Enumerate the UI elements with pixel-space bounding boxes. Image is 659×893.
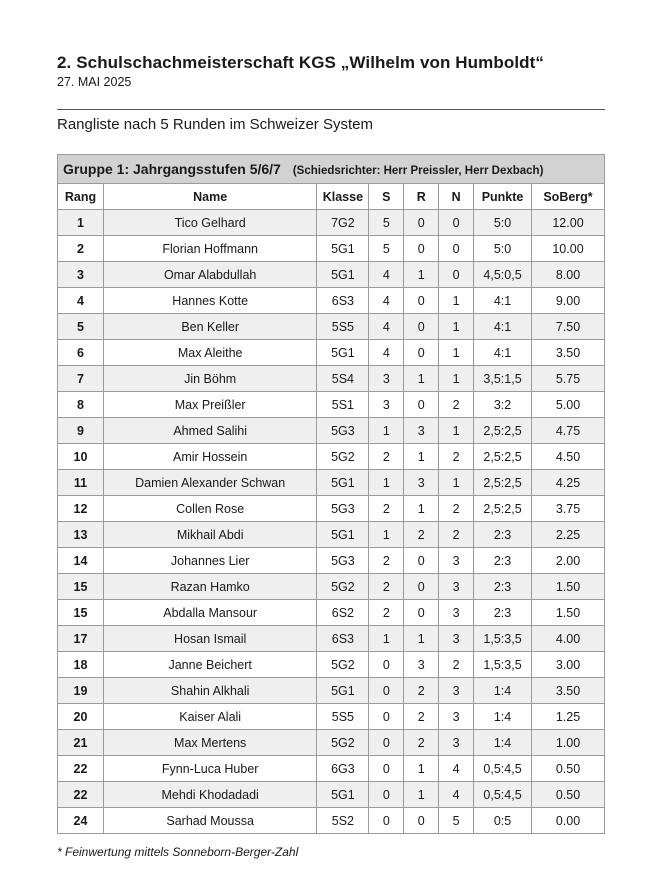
table-row [58,392,605,418]
cell-n: 1 [439,314,474,340]
cell-rang: 5 [58,314,104,340]
table-row [58,600,605,626]
cell-name: Shahin Alkhali [103,678,316,704]
table-row [58,366,605,392]
cell-name: Max Aleithe [103,340,316,366]
cell-n: 2 [439,496,474,522]
cell-s: 0 [369,678,404,704]
footnote: * Feinwertung mittels Sonneborn-Berger-Zahl [57,845,299,859]
cell-name: Omar Alabdullah [103,262,316,288]
table-row [58,314,605,340]
cell-name: Mehdi Khodadadi [103,782,316,808]
cell-s: 0 [369,704,404,730]
cell-klasse: 5G1 [317,470,369,496]
cell-soberg: 4.50 [532,444,605,470]
cell-s: 3 [369,366,404,392]
cell-soberg: 3.75 [532,496,605,522]
cell-name: Max Mertens [103,730,316,756]
table-row [58,470,605,496]
cell-punkte: 5:0 [474,236,532,262]
cell-name: Tico Gelhard [103,210,316,236]
table-row [58,782,605,808]
cell-s: 2 [369,600,404,626]
cell-rang: 15 [58,574,104,600]
cell-n: 1 [439,418,474,444]
cell-s: 1 [369,522,404,548]
cell-n: 0 [439,262,474,288]
cell-rang: 2 [58,236,104,262]
column-header-punkte: Punkte [474,184,532,210]
column-header-klasse: Klasse [317,184,369,210]
cell-soberg: 8.00 [532,262,605,288]
cell-rang: 12 [58,496,104,522]
cell-punkte: 4:1 [474,314,532,340]
cell-soberg: 1.50 [532,574,605,600]
cell-punkte: 2:3 [474,600,532,626]
cell-soberg: 4.75 [532,418,605,444]
cell-klasse: 6S2 [317,600,369,626]
cell-klasse: 5S4 [317,366,369,392]
cell-klasse: 5G1 [317,782,369,808]
cell-r: 0 [404,210,439,236]
cell-s: 5 [369,210,404,236]
cell-punkte: 0,5:4,5 [474,782,532,808]
cell-name: Fynn-Luca Huber [103,756,316,782]
cell-s: 2 [369,496,404,522]
cell-klasse: 5G2 [317,730,369,756]
cell-soberg: 2.25 [532,522,605,548]
cell-n: 5 [439,808,474,834]
table-row [58,548,605,574]
cell-name: Hannes Kotte [103,288,316,314]
cell-n: 3 [439,574,474,600]
cell-klasse: 5G3 [317,496,369,522]
cell-s: 0 [369,652,404,678]
cell-soberg: 2.00 [532,548,605,574]
cell-soberg: 3.50 [532,678,605,704]
cell-punkte: 3,5:1,5 [474,366,532,392]
cell-klasse: 5G2 [317,652,369,678]
cell-punkte: 1,5:3,5 [474,626,532,652]
cell-n: 2 [439,392,474,418]
cell-klasse: 6S3 [317,626,369,652]
cell-r: 2 [404,730,439,756]
cell-punkte: 3:2 [474,392,532,418]
cell-rang: 3 [58,262,104,288]
cell-punkte: 2,5:2,5 [474,470,532,496]
cell-name: Ben Keller [103,314,316,340]
cell-n: 1 [439,288,474,314]
cell-name: Razan Hamko [103,574,316,600]
cell-punkte: 2:3 [474,548,532,574]
cell-punkte: 1:4 [474,678,532,704]
cell-n: 2 [439,444,474,470]
cell-soberg: 4.25 [532,470,605,496]
page-title: 2. Schulschachmeisterschaft KGS „Wilhelm von Humboldt“ [57,53,545,72]
divider [57,109,605,110]
cell-r: 1 [404,262,439,288]
cell-punkte: 4:1 [474,340,532,366]
cell-s: 4 [369,314,404,340]
cell-r: 0 [404,288,439,314]
table-row [58,444,605,470]
cell-punkte: 2:3 [474,574,532,600]
group-header-row [58,155,605,184]
cell-r: 1 [404,366,439,392]
cell-punkte: 1,5:3,5 [474,652,532,678]
cell-s: 3 [369,392,404,418]
cell-rang: 20 [58,704,104,730]
cell-name: Kaiser Alali [103,704,316,730]
cell-klasse: 7G2 [317,210,369,236]
cell-s: 2 [369,574,404,600]
cell-r: 3 [404,652,439,678]
cell-rang: 9 [58,418,104,444]
cell-rang: 24 [58,808,104,834]
cell-rang: 22 [58,782,104,808]
column-header-r: R [404,184,439,210]
cell-rang: 13 [58,522,104,548]
cell-r: 0 [404,548,439,574]
table-row [58,288,605,314]
column-header-name: Name [103,184,316,210]
cell-n: 1 [439,470,474,496]
cell-r: 2 [404,522,439,548]
cell-soberg: 5.00 [532,392,605,418]
column-header-n: N [439,184,474,210]
cell-rang: 14 [58,548,104,574]
cell-name: Max Preißler [103,392,316,418]
cell-soberg: 9.00 [532,288,605,314]
cell-rang: 19 [58,678,104,704]
cell-klasse: 5S1 [317,392,369,418]
cell-punkte: 1:4 [474,730,532,756]
cell-name: Damien Alexander Schwan [103,470,316,496]
cell-n: 4 [439,782,474,808]
cell-r: 3 [404,418,439,444]
cell-soberg: 0.50 [532,756,605,782]
cell-s: 2 [369,548,404,574]
cell-r: 3 [404,470,439,496]
cell-klasse: 5G2 [317,444,369,470]
cell-soberg: 5.75 [532,366,605,392]
event-date: 27. MAI 2025 [57,75,132,89]
cell-r: 0 [404,392,439,418]
cell-s: 4 [369,262,404,288]
cell-soberg: 7.50 [532,314,605,340]
cell-punkte: 0:5 [474,808,532,834]
cell-n: 3 [439,626,474,652]
cell-klasse: 5G2 [317,574,369,600]
table-row [58,652,605,678]
cell-punkte: 2:3 [474,522,532,548]
table-row [58,522,605,548]
cell-rang: 15 [58,600,104,626]
cell-rang: 4 [58,288,104,314]
cell-n: 4 [439,756,474,782]
table-row [58,340,605,366]
cell-punkte: 0,5:4,5 [474,756,532,782]
cell-r: 0 [404,574,439,600]
cell-name: Ahmed Salihi [103,418,316,444]
ranking-table [57,154,605,834]
table-row [58,496,605,522]
cell-soberg: 12.00 [532,210,605,236]
column-header-soberg: SoBerg* [532,184,605,210]
cell-rang: 11 [58,470,104,496]
cell-rang: 6 [58,340,104,366]
table-row [58,730,605,756]
cell-soberg: 1.00 [532,730,605,756]
cell-klasse: 6S3 [317,288,369,314]
cell-rang: 7 [58,366,104,392]
cell-rang: 22 [58,756,104,782]
cell-r: 0 [404,236,439,262]
cell-n: 1 [439,366,474,392]
table-row [58,626,605,652]
cell-s: 5 [369,236,404,262]
group-header [58,155,605,184]
cell-n: 2 [439,522,474,548]
cell-name: Hosan Ismail [103,626,316,652]
cell-soberg: 1.50 [532,600,605,626]
column-header-s: S [369,184,404,210]
cell-klasse: 5G1 [317,236,369,262]
cell-r: 0 [404,314,439,340]
cell-punkte: 4:1 [474,288,532,314]
cell-punkte: 1:4 [474,704,532,730]
cell-name: Janne Beichert [103,652,316,678]
cell-r: 0 [404,600,439,626]
cell-s: 0 [369,756,404,782]
ranking-subtitle: Rangliste nach 5 Runden im Schweizer System [57,116,373,133]
cell-rang: 8 [58,392,104,418]
cell-r: 2 [404,678,439,704]
cell-r: 0 [404,808,439,834]
cell-s: 1 [369,418,404,444]
table-row [58,210,605,236]
cell-soberg: 3.50 [532,340,605,366]
cell-n: 3 [439,704,474,730]
cell-klasse: 5S5 [317,704,369,730]
cell-n: 2 [439,652,474,678]
cell-n: 0 [439,210,474,236]
cell-klasse: 5G3 [317,548,369,574]
cell-r: 1 [404,444,439,470]
cell-name: Abdalla Mansour [103,600,316,626]
cell-n: 3 [439,600,474,626]
cell-s: 0 [369,782,404,808]
cell-punkte: 4,5:0,5 [474,262,532,288]
table-row [58,574,605,600]
cell-s: 4 [369,340,404,366]
table-row [58,262,605,288]
cell-name: Johannes Lier [103,548,316,574]
cell-soberg: 4.00 [532,626,605,652]
cell-punkte: 2,5:2,5 [474,418,532,444]
cell-rang: 1 [58,210,104,236]
cell-n: 3 [439,730,474,756]
cell-rang: 21 [58,730,104,756]
cell-s: 1 [369,626,404,652]
cell-n: 1 [439,340,474,366]
cell-s: 2 [369,444,404,470]
cell-soberg: 10.00 [532,236,605,262]
cell-soberg: 1.25 [532,704,605,730]
cell-name: Amir Hossein [103,444,316,470]
table-row [58,678,605,704]
cell-klasse: 5G1 [317,262,369,288]
column-header-rang: Rang [58,184,104,210]
cell-name: Jin Böhm [103,366,316,392]
cell-s: 1 [369,470,404,496]
cell-name: Mikhail Abdi [103,522,316,548]
cell-s: 4 [369,288,404,314]
cell-soberg: 3.00 [532,652,605,678]
cell-klasse: 6G3 [317,756,369,782]
cell-punkte: 2,5:2,5 [474,444,532,470]
cell-name: Florian Hoffmann [103,236,316,262]
cell-klasse: 5S2 [317,808,369,834]
cell-s: 0 [369,808,404,834]
group-referees: (Schiedsrichter: Herr Preissler, Herr Dexbach) [292,165,544,177]
group-title: Gruppe 1: Jahrgangsstufen 5/6/7 [63,161,281,177]
cell-r: 1 [404,496,439,522]
cell-n: 0 [439,236,474,262]
cell-klasse: 5G1 [317,340,369,366]
cell-r: 1 [404,782,439,808]
cell-r: 0 [404,340,439,366]
table-row [58,236,605,262]
cell-n: 3 [439,678,474,704]
cell-r: 1 [404,626,439,652]
cell-s: 0 [369,730,404,756]
cell-punkte: 2,5:2,5 [474,496,532,522]
cell-punkte: 5:0 [474,210,532,236]
table-row [58,418,605,444]
cell-r: 1 [404,756,439,782]
cell-rang: 18 [58,652,104,678]
cell-soberg: 0.00 [532,808,605,834]
column-header-row [58,184,605,210]
cell-klasse: 5G3 [317,418,369,444]
cell-rang: 17 [58,626,104,652]
cell-name: Collen Rose [103,496,316,522]
table-row [58,756,605,782]
cell-n: 3 [439,548,474,574]
cell-r: 2 [404,704,439,730]
cell-klasse: 5G1 [317,522,369,548]
cell-soberg: 0.50 [532,782,605,808]
cell-rang: 10 [58,444,104,470]
table-row [58,808,605,834]
cell-klasse: 5G1 [317,678,369,704]
cell-name: Sarhad Moussa [103,808,316,834]
table-row [58,704,605,730]
cell-klasse: 5S5 [317,314,369,340]
